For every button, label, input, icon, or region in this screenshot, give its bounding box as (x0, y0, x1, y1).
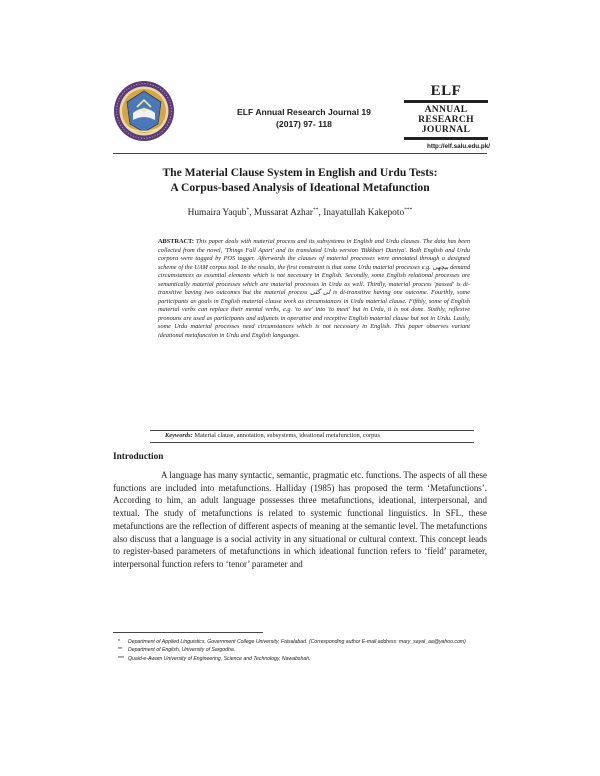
abstract-text: This paper deals with material process and its subsystems in English and Urdu clauses. The data has been collected from the novel, 'Things Fall Apart' and its translated Urdu version 'Bikkhari Duniya'. Both English and Urdu corpora were tagged by POS tagger. Afterwards the clauses of material processes were annotated through a designed scheme of the UAM corpus tool. In the results, the first constraint is that some Urdu material processes e.g. بیچھی demand circumstances as essential elements which is not necessary in English. Secondly, some English relational processes are semantically material processes which are material processes in Urdu as well. Thirdly, material process 'passed' is di-transitive having two outcomes but the material process لی گئی is di-transitive having one outcome. Fourthly, some participants as goals in English material clause work as circumstances in Urdu material clause. Fifthly, some of English material verbs can replace their mental verbs, e.g. 'to see' into 'to meet' but in Urdu, it is not done. Sixthly, reflexive pronouns are used as participants and adjuncts in operative and receptive English material clause but not in Urdu. Lastly, some Urdu material processes need circumstances which is not necessary in English. This paper observes variant ideational metafunction in Urdu and English languages. (158, 238, 471, 340)
journal-volume-pages: (2017) 97- 118 (276, 119, 332, 129)
keywords-rule-bottom (150, 442, 474, 443)
author-name: Inayatullah Kakepoto (323, 208, 405, 219)
footnote-rule (113, 632, 263, 633)
footnote (118, 646, 490, 654)
author-separator: , (249, 208, 254, 219)
author-mark: *** (404, 207, 413, 213)
author-separator: , (318, 208, 324, 219)
elf-journal-logo (404, 84, 488, 142)
header-rule (113, 153, 487, 154)
journal-name: ELF Annual Research Journal 19 (237, 107, 371, 117)
footnote (118, 638, 490, 646)
footnote-text: Department of Applied Linguistics, Government College University, Faisalabad. (Corresponding author E-mail address: mary_sayal_aa@yahoo.com) (128, 639, 466, 645)
title-line-2: A Corpus-based Analysis of Ideational Metafunction (170, 180, 430, 194)
paper-title (113, 166, 487, 195)
journal-info (210, 106, 398, 130)
author-mark: * (246, 207, 250, 213)
footnote-text: Department of English, University of Sargodha. (128, 647, 236, 654)
footnote-text: Quaid-e-Awam University of Engineering, Science and Technology, Nawabshah. (128, 655, 311, 662)
logo-line-journal: JOURNAL (421, 124, 471, 135)
author-name: Mussarat Azhar (253, 208, 313, 219)
logo-line-research: RESEARCH (418, 114, 474, 125)
journal-url[interactable]: http://elf.salu.edu.pk/ (427, 143, 490, 150)
abstract-label: ABSTRACT: (158, 238, 194, 245)
footnote-mark: ** (118, 647, 123, 654)
footnote (118, 655, 490, 663)
author-list (113, 207, 487, 218)
footnote-mark: * (118, 639, 121, 645)
section-heading-introduction: Introduction (113, 452, 164, 462)
keywords-text: Material clause, annotation, subsystems, ideational metafunction, corpus (194, 432, 380, 439)
introduction-paragraph: A language has many syntactic, semantic, pragmatic etc. functions. The aspects of all these functions are included into metafunctions. Halliday (1985) has proposed the term ‘Metafunctions’. According to him, an adult language possesses three metafunctions, ideational, interpersonal, and textual. The study of metafunctions is related to systemic functional linguistics. In SFL, these metafunctions are the reflection of different aspects of meaning at the semantic level. The metafunctions also discuss that a language is a social activity in any situational or cultural context. This concept leads to register-based parameters of metafunctions in which ideational function refers to ‘field’ parameter, interpersonal function refers to ‘tenor’ parameter and (113, 470, 487, 569)
author-mark: ** (313, 207, 319, 213)
keywords-rule-top (150, 430, 474, 431)
abstract (158, 238, 470, 341)
keywords-label: Keywords: (165, 432, 193, 439)
logo-divider (404, 100, 488, 103)
footnote-mark: *** (118, 655, 125, 662)
title-line-1: The Material Clause System in English and Urdu Tests: (162, 166, 438, 179)
keywords (165, 432, 477, 439)
footnotes (118, 638, 490, 663)
author-name: Humaira Yaqub (187, 208, 247, 219)
logo-divider-bottom (404, 137, 488, 140)
university-seal-icon (113, 80, 175, 142)
logo-line-annual: ANNUAL (424, 104, 468, 115)
logo-elf: ELF (430, 83, 462, 99)
